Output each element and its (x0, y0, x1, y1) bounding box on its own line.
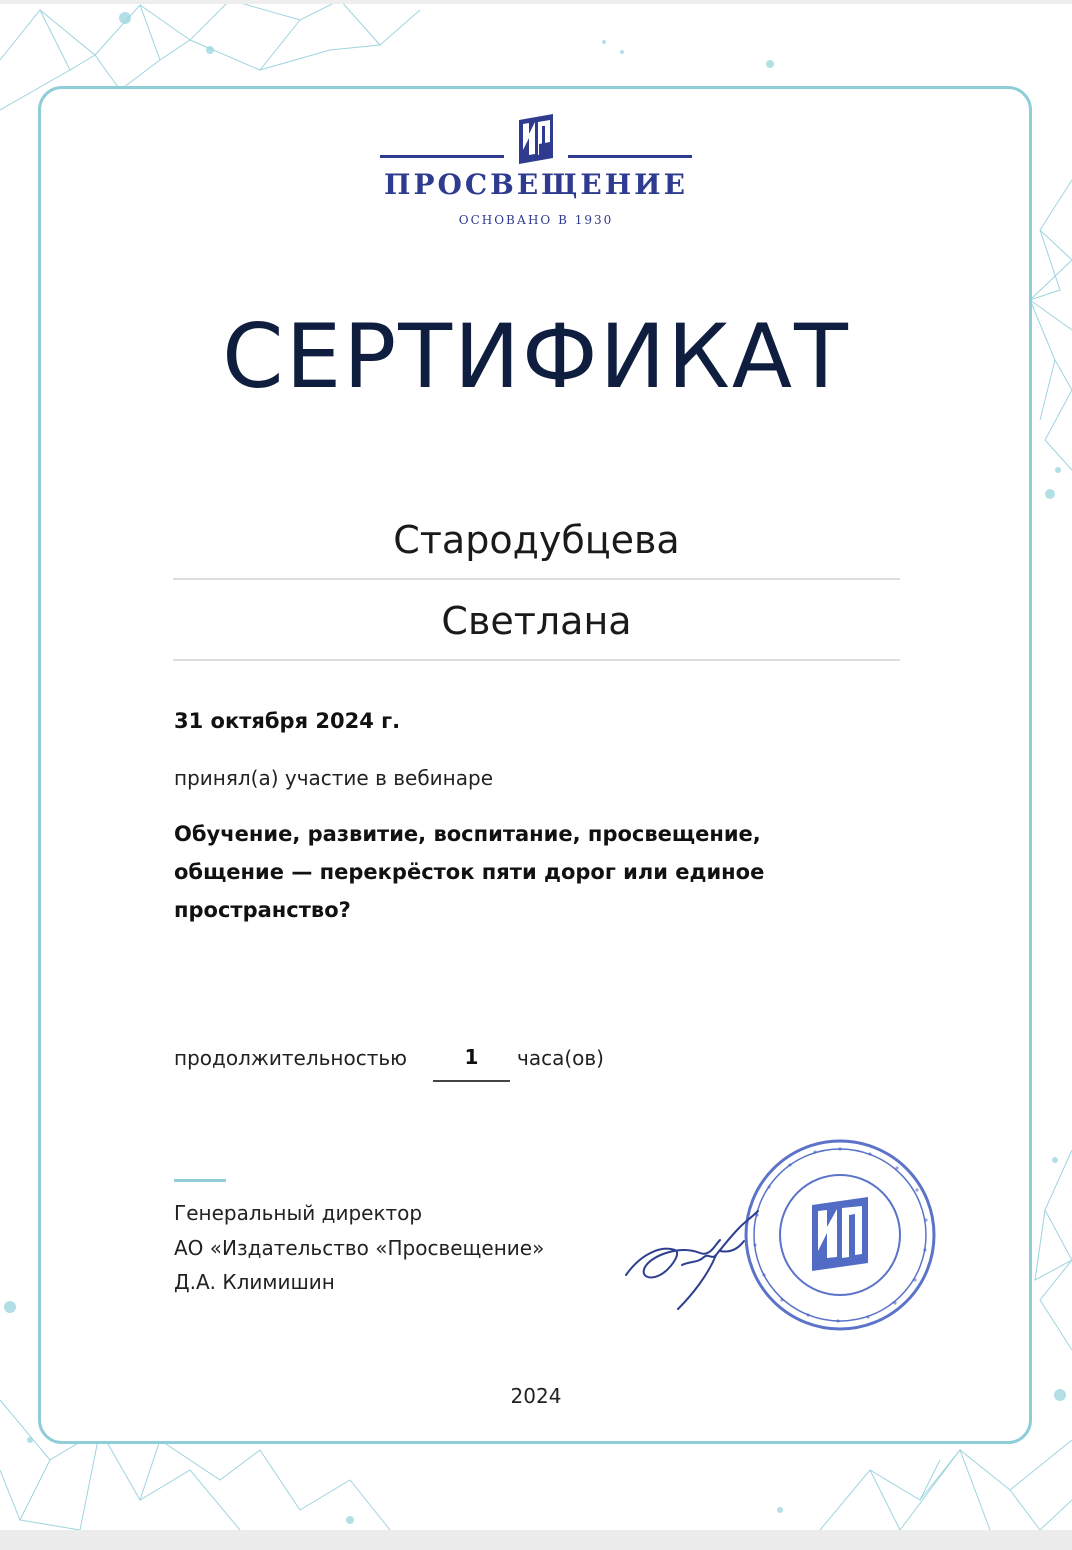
signatory-name: Д.А. Климишин (174, 1270, 335, 1294)
duration-unit: часа(ов) (517, 1046, 604, 1070)
logo-subtitle: ОСНОВАНО В 1930 (458, 213, 614, 227)
logo-left-rule (380, 155, 504, 158)
signature-icon (620, 1205, 780, 1315)
recipient-surname: Стародубцева (393, 518, 680, 562)
first-name-underline (173, 659, 900, 661)
webinar-title-line: общение — перекрёсток пяти дорог или единое (174, 860, 765, 884)
signatory-organization: АО «Издательство «Просвещение» (174, 1236, 545, 1260)
webinar-title-line: пространство? (174, 898, 351, 922)
webinar-title (174, 815, 874, 929)
duration-label: продолжительностью (174, 1046, 407, 1070)
webinar-title-line: Обучение, развитие, воспитание, просвещение, (174, 822, 761, 846)
logo-name: ПРОСВЕЩЕНИЕ (384, 168, 688, 201)
signatory-position: Генеральный директор (174, 1201, 423, 1225)
recipient-first-name: Светлана (441, 599, 632, 643)
footer-year: 2024 (510, 1384, 562, 1408)
event-date: 31 октября 2024 г. (174, 709, 401, 733)
signatory-accent-dash (174, 1179, 226, 1182)
certificate-title: СЕРТИФИКАТ (222, 305, 850, 408)
prosveshchenie-logo-icon (517, 114, 555, 164)
logo-right-rule (568, 155, 692, 158)
surname-underline (173, 578, 900, 580)
participation-text: принял(а) участие в вебинаре (174, 766, 493, 790)
duration-underline (433, 1080, 510, 1082)
duration-value: 1 (464, 1045, 479, 1069)
